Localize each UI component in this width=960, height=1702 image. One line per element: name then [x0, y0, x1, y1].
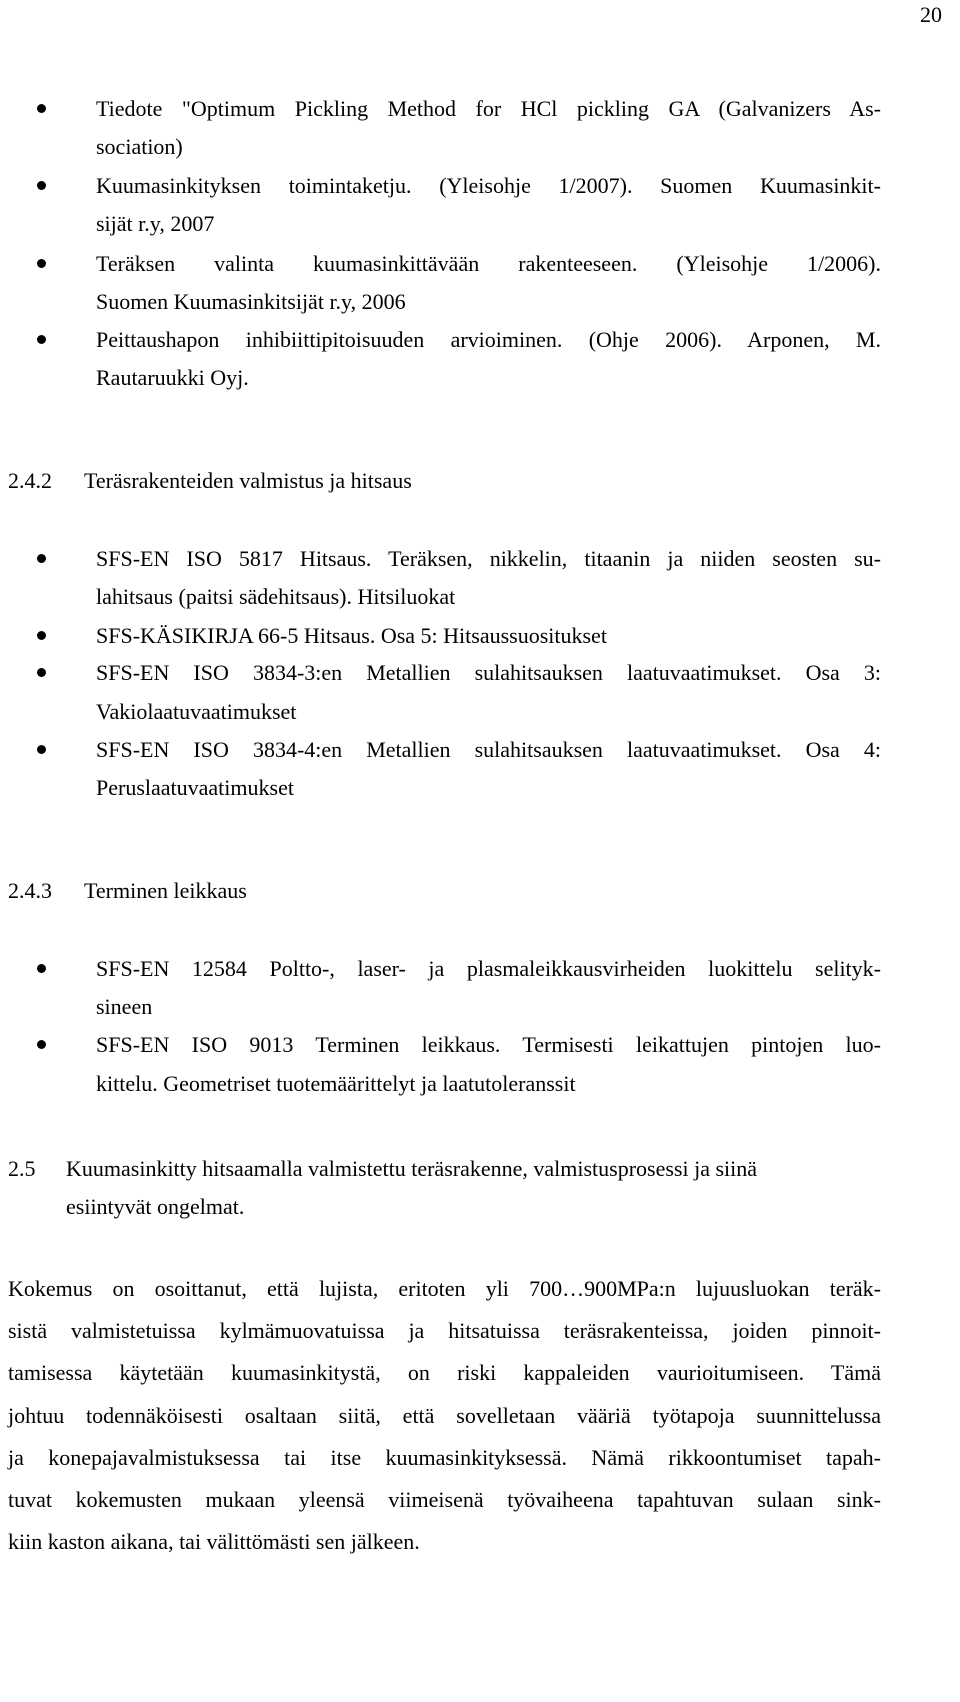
paragraph-line: tamisessa käytetään kuumasinkitystä, on riski kappaleiden vaurioitumiseen. Tämä: [8, 1360, 881, 1385]
list-item-line: Teräksen valinta kuumasinkittävään rakenteeseen. (Yleisohje 1/2006).: [96, 251, 881, 276]
list-item-line: Rautaruukki Oyj.: [96, 365, 249, 390]
bullet-icon: [37, 181, 46, 190]
section-number: 2.4.3: [8, 878, 52, 903]
list-item-line: Kuumasinkityksen toimintaketju. (Yleisohje 1/2007). Suomen Kuumasinkit-: [96, 173, 881, 198]
list-item-line: Suomen Kuumasinkitsijät r.y, 2006: [96, 289, 406, 314]
bullet-icon: [37, 1040, 46, 1049]
bullet-icon: [37, 745, 46, 754]
bullet-icon: [37, 668, 46, 677]
list-item-line: SFS-KÄSIKIRJA 66-5 Hitsaus. Osa 5: Hitsaussuositukset: [96, 623, 607, 648]
bullet-icon: [37, 631, 46, 640]
list-item-line: Vakiolaatuvaatimukset: [96, 699, 297, 724]
list-item-line: Peruslaatuvaatimukset: [96, 775, 294, 800]
list-item-line: sijät r.y, 2007: [96, 211, 215, 236]
list-item-line: lahitsaus (paitsi sädehitsaus). Hitsiluokat: [96, 584, 456, 609]
bullet-icon: [37, 964, 46, 973]
list-item-line: SFS-EN 12584 Poltto-, laser- ja plasmaleikkausvirheiden luokittelu selityk-: [96, 956, 881, 981]
list-item-line: SFS-EN ISO 3834-3:en Metallien sulahitsauksen laatuvaatimukset. Osa 3:: [96, 660, 881, 685]
bullet-icon: [37, 335, 46, 344]
paragraph-line: Kokemus on osoittanut, että lujista, eritoten yli 700…900MPa:n lujuusluokan teräk-: [8, 1276, 881, 1301]
paragraph-line: johtuu todennäköisesti osaltaan siitä, että sovelletaan vääriä työtapoja suunnittelussa: [8, 1403, 881, 1428]
list-item-line: SFS-EN ISO 5817 Hitsaus. Teräksen, nikkelin, titaanin ja niiden seosten su-: [96, 546, 881, 571]
list-item-line: kittelu. Geometriset tuotemäärittelyt ja laatutoleranssit: [96, 1071, 576, 1096]
paragraph-line: ja konepajavalmistuksessa tai itse kuumasinkityksessä. Nämä rikkoontumiset tapah-: [8, 1445, 881, 1470]
section-title: esiintyvät ongelmat.: [66, 1194, 245, 1219]
section-number: 2.5: [8, 1156, 36, 1181]
list-item-line: Peittaushapon inhibiittipitoisuuden arvioiminen. (Ohje 2006). Arponen, M.: [96, 327, 881, 352]
list-item-line: sineen: [96, 994, 153, 1019]
paragraph-line: sistä valmistetuissa kylmämuovatuissa ja hitsatuissa teräsrakenteissa, joiden pinnoit-: [8, 1318, 881, 1343]
paragraph-line: tuvat kokemusten mukaan yleensä viimeisenä työvaiheena tapahtuvan sulaan sink-: [8, 1487, 881, 1512]
section-number: 2.4.2: [8, 468, 52, 493]
list-item-line: sociation): [96, 134, 183, 159]
section-title: Terminen leikkaus: [84, 878, 247, 903]
list-item-line: Tiedote "Optimum Pickling Method for HCl pickling GA (Galvanizers As-: [96, 96, 881, 121]
list-item-line: SFS-EN ISO 3834-4:en Metallien sulahitsauksen laatuvaatimukset. Osa 4:: [96, 737, 881, 762]
bullet-icon: [37, 554, 46, 563]
list-item-line: SFS-EN ISO 9013 Terminen leikkaus. Termisesti leikattujen pintojen luo-: [96, 1032, 881, 1057]
page-number: 20: [920, 2, 942, 27]
paragraph-line: kiin kaston aikana, tai välittömästi sen jälkeen.: [8, 1529, 420, 1554]
section-title: Teräsrakenteiden valmistus ja hitsaus: [84, 468, 412, 493]
bullet-icon: [37, 104, 46, 113]
bullet-icon: [37, 259, 46, 268]
section-title: Kuumasinkitty hitsaamalla valmistettu teräsrakenne, valmistusprosessi ja siinä: [66, 1156, 758, 1181]
